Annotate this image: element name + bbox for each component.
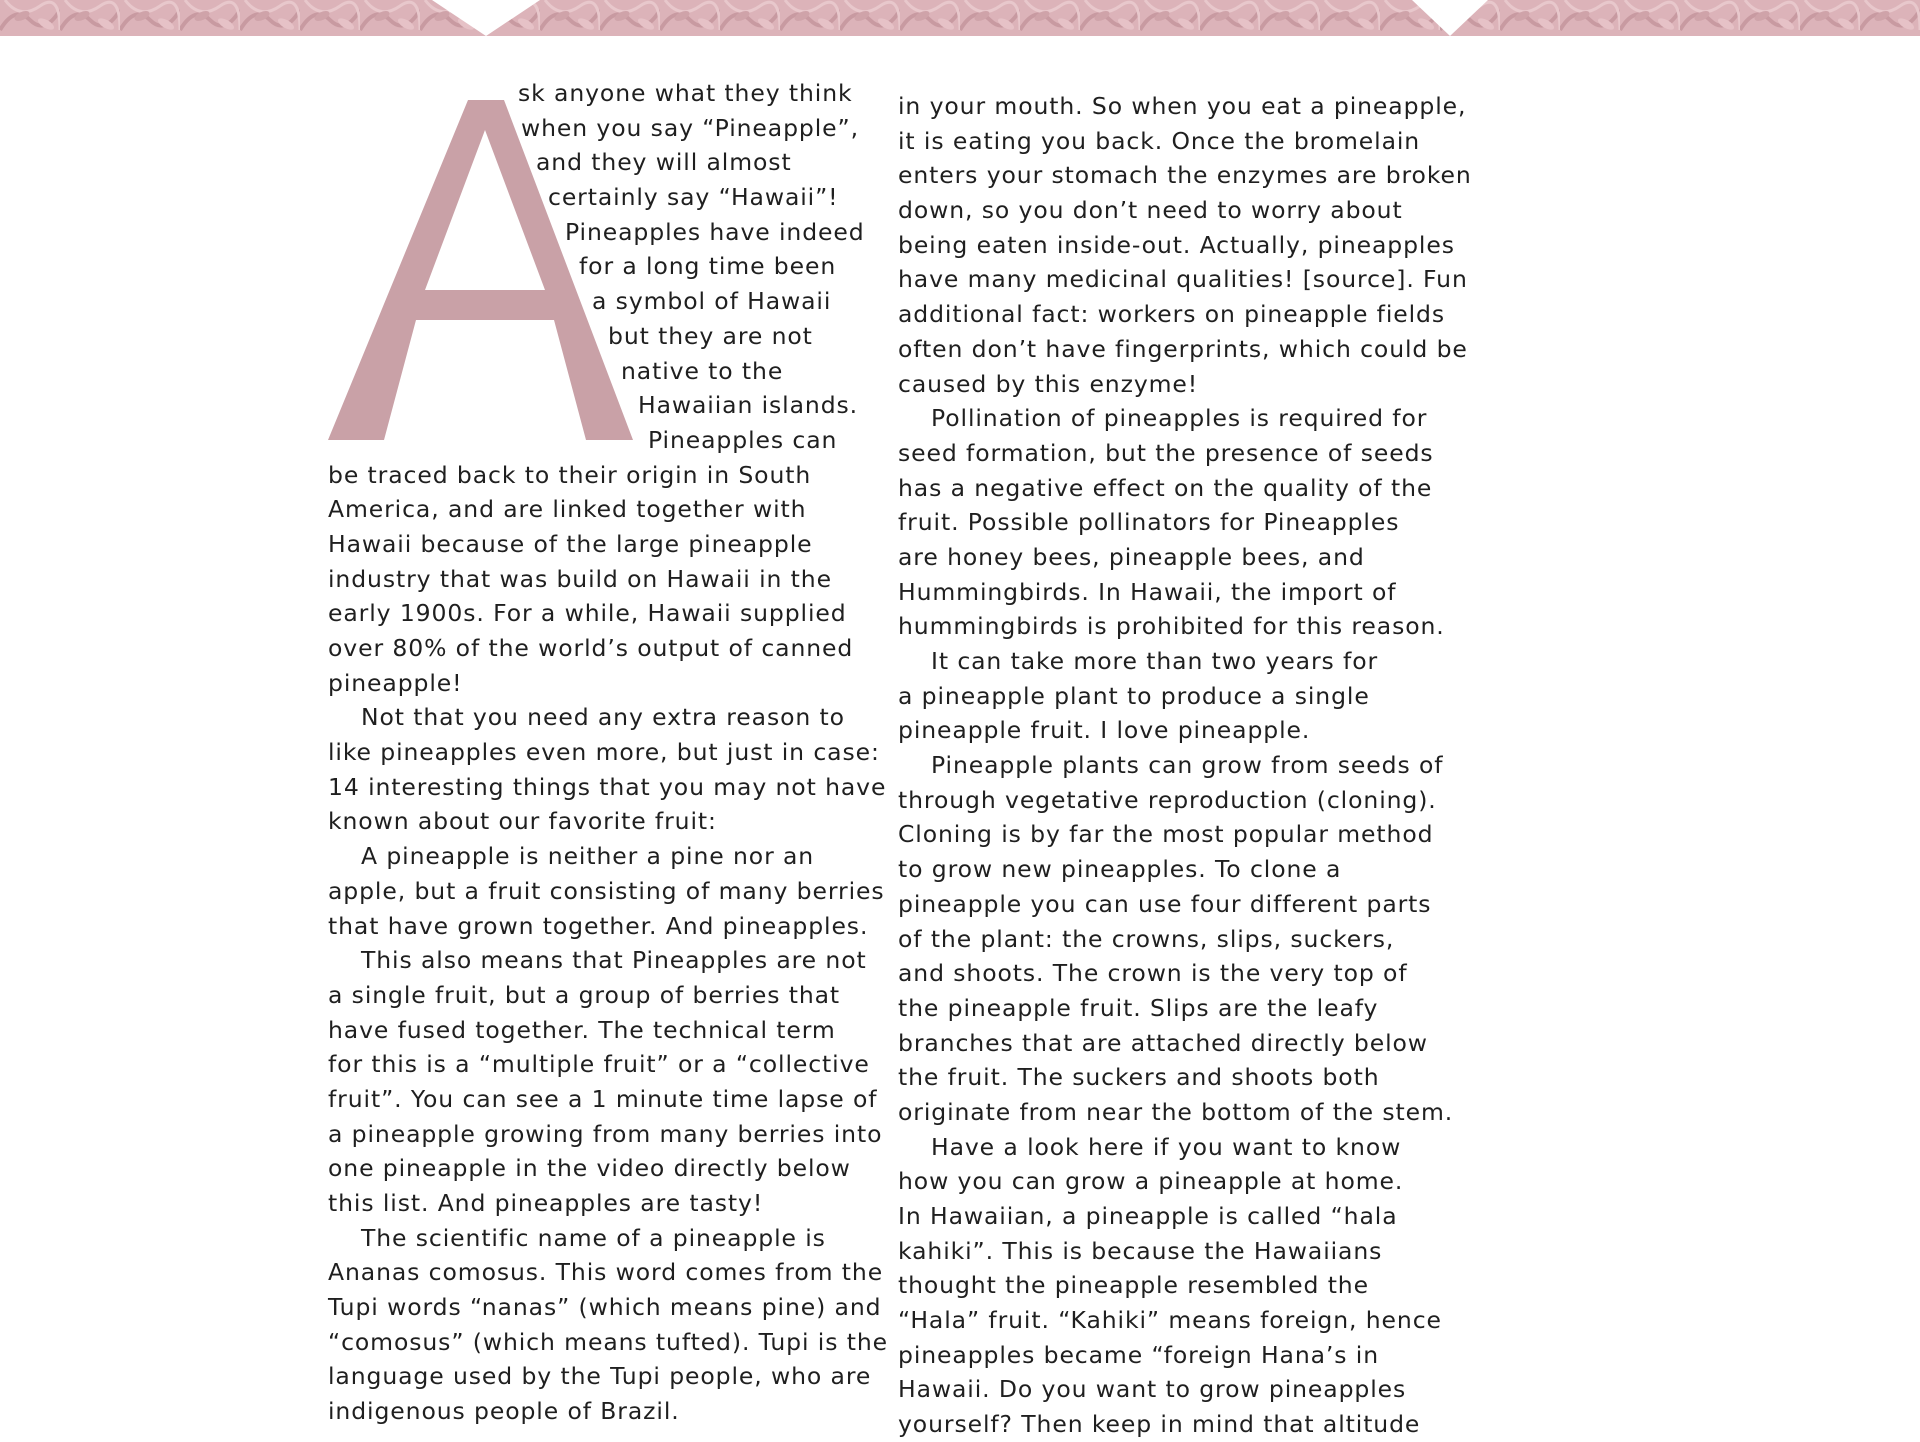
text-line: known about our favorite fruit: (328, 807, 717, 836)
text-line: Pollination of pineapples is required for (931, 404, 1428, 433)
text-line: like pineapples even more, but just in case: (328, 738, 880, 767)
text-line: Hawaii because of the large pineapple (328, 529, 813, 558)
text-line: Pineapples have indeed (565, 217, 865, 246)
text-line: when you say “Pineapple”, (521, 113, 859, 142)
text-line: of the plant: the crowns, slips, suckers, (898, 924, 1395, 953)
text-line: Have a look here if you want to know (931, 1132, 1402, 1161)
text-line: pineapple fruit. I love pineapple. (898, 716, 1311, 745)
text-line: additional fact: workers on pineapple fields (898, 300, 1446, 329)
text-line: kahiki”. This is because the Hawaiians (898, 1236, 1383, 1265)
text-line: a pineapple growing from many berries into (328, 1119, 883, 1148)
text-line: in your mouth. So when you eat a pineapple, (898, 92, 1467, 120)
text-line: “comosus” (which means tufted). Tupi is the (328, 1327, 888, 1356)
text-line: apple, but a fruit consisting of many berries (328, 876, 885, 905)
text-line: seed formation, but the presence of seeds (898, 438, 1434, 467)
text-line: 14 interesting things that you may not have (328, 772, 887, 801)
text-line: the fruit. The suckers and shoots both (898, 1063, 1380, 1092)
text-line: be traced back to their origin in South (328, 460, 812, 489)
text-line: a pineapple plant to produce a single (898, 681, 1370, 710)
text-line: certainly say “Hawaii”! (548, 183, 839, 212)
text-line: A pineapple is neither a pine nor an (361, 842, 815, 871)
text-line: It can take more than two years for (931, 647, 1379, 675)
text-line: “Hala” fruit. “Kahiki” means foreign, hence (898, 1306, 1442, 1335)
text-line: pineapple you can use four different parts (898, 889, 1432, 918)
text-line: indigenous people of Brazil. (328, 1397, 680, 1426)
text-line: how you can grow a pineapple at home. (898, 1167, 1404, 1196)
text-line: a symbol of Hawaii (592, 287, 832, 316)
text-line: branches that are attached directly below (898, 1028, 1428, 1057)
article-column-right (898, 89, 1472, 1442)
text-line: often don’t have fingerprints, which could be (898, 334, 1468, 363)
text-line: to grow new pineapples. To clone a (898, 855, 1342, 884)
text-line: Hawaii. Do you want to grow pineapples (898, 1375, 1407, 1404)
article-column-left (328, 76, 888, 1429)
text-line: and they will almost (536, 148, 792, 177)
text-line: fruit”. You can see a 1 minute time lapse of (328, 1084, 878, 1113)
text-line: down, so you don’t need to worry about (898, 196, 1403, 225)
decorative-floral-banner (0, 0, 1920, 36)
text-line: fruit. Possible pollinators for Pineapples (898, 508, 1400, 537)
text-line: Tupi words “nanas” (which means pine) and (328, 1293, 882, 1322)
text-line: it is eating you back. Once the bromelain (898, 126, 1421, 155)
text-line: are honey bees, pineapple bees, and (898, 542, 1365, 571)
text-line: that have grown together. And pineapples. (328, 911, 869, 940)
text-line: this list. And pineapples are tasty! (328, 1189, 764, 1217)
text-line: have many medicinal qualities! [source]. Fun (898, 265, 1468, 294)
text-line: pineapple! (328, 668, 463, 697)
text-line: thought the pineapple resembled the (898, 1271, 1369, 1300)
text-line: early 1900s. For a while, Hawaii supplied (328, 599, 847, 628)
text-line: pineapples became “foreign Hana’s in (898, 1340, 1380, 1369)
text-line: for this is a “multiple fruit” or a “collective (328, 1050, 870, 1079)
text-line: hummingbirds is prohibited for this reason. (898, 612, 1445, 641)
text-line: one pineapple in the video directly below (328, 1154, 851, 1183)
text-line: In Hawaiian, a pineapple is called “hala (898, 1202, 1398, 1230)
text-line: Ananas comosus. This word comes from the (328, 1258, 884, 1287)
text-line: Hummingbirds. In Hawaii, the import of (898, 577, 1397, 606)
text-line: native to the (621, 356, 784, 385)
text-line: Pineapple plants can grow from seeds of (931, 751, 1444, 780)
text-line: This also means that Pineapples are not (361, 946, 867, 975)
text-line: has a negative effect on the quality of the (898, 473, 1433, 502)
text-line: Hawaiian islands. (638, 391, 859, 420)
text-line: Pineapples can (648, 425, 838, 454)
text-line: a single fruit, but a group of berries that (328, 980, 841, 1009)
text-line: for a long time been (579, 252, 837, 281)
text-line: sk anyone what they think (518, 79, 853, 107)
text-line: language used by the Tupi people, who are (328, 1362, 872, 1391)
text-line: but they are not (608, 321, 813, 350)
text-line: over 80% of the world’s output of canned (328, 634, 854, 662)
text-line: being eaten inside-out. Actually, pineapples (898, 230, 1455, 259)
text-line: caused by this enzyme! (898, 369, 1199, 398)
drop-cap-text: A (328, 100, 329, 101)
text-line: The scientific name of a pineapple is (361, 1223, 826, 1252)
text-line: industry that was build on Hawaii in the (328, 564, 832, 593)
text-line: through vegetative reproduction (cloning). (898, 785, 1437, 814)
text-line: and shoots. The crown is the very top of (898, 959, 1408, 988)
text-line: yourself? Then keep in mind that altitude (898, 1410, 1421, 1439)
text-line: enters your stomach the enzymes are broken (898, 161, 1472, 190)
text-line: originate from near the bottom of the stem. (898, 1097, 1454, 1126)
text-line: Cloning is by far the most popular method (898, 820, 1434, 849)
text-line: America, and are linked together with (328, 495, 807, 524)
text-line: the pineapple fruit. Slips are the leafy (898, 993, 1379, 1022)
text-line: Not that you need any extra reason to (361, 703, 845, 732)
text-line: have fused together. The technical term (328, 1015, 836, 1044)
